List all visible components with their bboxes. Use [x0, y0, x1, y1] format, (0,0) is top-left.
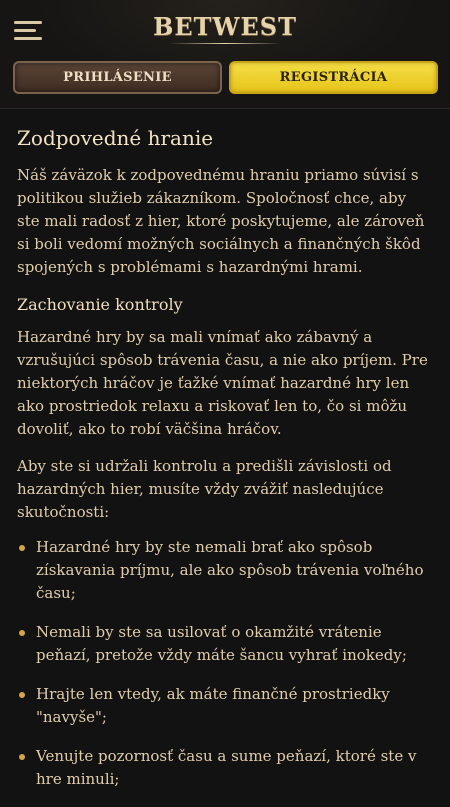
bullet-icon [19, 630, 25, 636]
list-item-text: Venujte pozornosť času a sume peňazí, ktoré ste v hre minuli; [36, 747, 417, 788]
intro-paragraph: Náš záväzok k zodpovednému hraniu priamo súvisí s politikou služieb zákazníkom. Spoločnosť chce, aby ste mali radosť z hier, ktoré poskytujeme, ale zároveň si boli vedomí možných sociálnych a finančných škôd spojených s problémami s hazardnými hrami. [17, 166, 425, 276]
top-header [0, 0, 450, 109]
page-title: Zodpovedné hranie [17, 126, 214, 150]
list-item [17, 536, 433, 605]
login-button[interactable]: PRIHLÁSENIE [13, 61, 222, 94]
list-item-text: Hazardné hry by ste nemali brať ako spôsob získavania príjmu, ale ako spôsob trávenia voľného času; [36, 538, 424, 602]
list-item [17, 621, 433, 667]
tips-list [17, 536, 433, 791]
bullet-icon [19, 754, 25, 760]
register-button[interactable]: REGISTRÁCIA [229, 61, 438, 94]
section-paragraph: Hazardné hry by sa mali vnímať ako zábavný a vzrušujúci spôsob trávenia času, a nie ako príjem. Pre niektorých hráčov je ťažké vnímať hazardné hry len ako prostriedok relaxu a riskovať len to, čo si môžu dovoliť, ako to robí väčšina hráčov. [17, 328, 428, 438]
brand-logo[interactable]: BETWEST [153, 12, 297, 41]
bullet-icon [19, 692, 25, 698]
bullet-icon [19, 545, 25, 551]
section-paragraph: Aby ste si udržali kontrolu a predišli závislosti od hazardných hier, musíte vždy zvážiť nasledujúce skutočnosti: [17, 457, 392, 521]
article-content [17, 108, 433, 807]
list-item [17, 745, 433, 791]
list-item [17, 683, 433, 729]
list-item-text: Hrajte len vtedy, ak máte finančné prostriedky "navyše"; [36, 685, 390, 726]
list-item-text: Nemali by ste sa usilovať o okamžité vrátenie peňazí, pretože vždy máte šancu vyhrať inokedy; [36, 623, 407, 664]
section-title: Zachovanie kontroly [17, 295, 183, 314]
logo-underline [168, 43, 282, 44]
